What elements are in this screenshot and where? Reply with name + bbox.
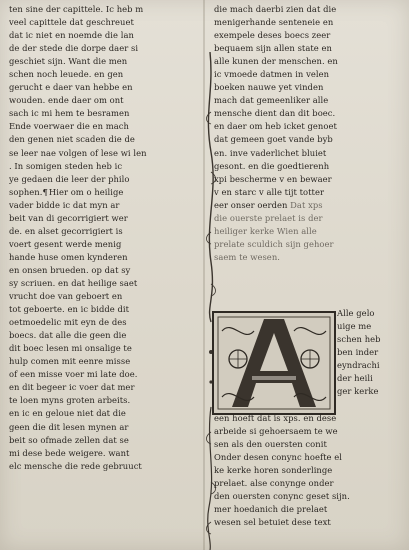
line-text: v en starc v alle tijt totter [214, 186, 324, 197]
text-line [9, 368, 193, 381]
line-text: boeken nauwe yet vinden [214, 82, 324, 93]
line-text: Ende voerwaer die en mach [9, 121, 129, 132]
line-text: de der stede die dorpe daer si [9, 43, 139, 54]
line-text: mer hoedanich die prelaet [214, 504, 328, 515]
text-line [9, 434, 193, 447]
text-line [9, 421, 193, 434]
text-line [214, 160, 404, 173]
line-text: mensche dient dan dit boec. [214, 108, 336, 119]
line-text: xpi bescherme v en bewaer [214, 173, 332, 184]
line-text: . In somigen steden heb ic [9, 160, 123, 171]
line-text: vrucht doe van geboert en [9, 291, 123, 302]
text-line [9, 303, 193, 316]
line-text: dit boec lesen mi onsalige te [9, 343, 132, 354]
text-line [9, 394, 193, 407]
line-text: dat ic niet en noemde die lan [9, 30, 134, 41]
text-line [214, 464, 404, 477]
line-text: en daer om heb icket genoet [214, 121, 337, 132]
line-text: Onder desen conync hoefte el [214, 452, 342, 463]
line-text: sach ic mi hem te besramen [9, 108, 130, 119]
line-text: tot geboerte. en ic bidde dit [9, 304, 130, 315]
line-text: prelaet. alse conynge onder [214, 478, 334, 489]
text-line [214, 238, 404, 251]
text-line [9, 94, 193, 107]
text-line [9, 81, 193, 94]
line-text: ke kerke horen sonderlinge [214, 465, 333, 476]
text-line [214, 425, 404, 438]
line-text: exempele deses boecs zeer [214, 30, 331, 41]
line-text: den ouersten conync geset sijn. [214, 491, 350, 502]
line-text: den genen niet scaden die de [9, 134, 135, 145]
line-text: prelate sculdich sijn gehoer [214, 238, 334, 249]
line-text: bequaem sijn allen state en [214, 43, 332, 54]
line-text: ye gedaen die leer der philo [9, 173, 130, 184]
text-line [9, 342, 193, 355]
line-text: veel capittele dat geschreuet [9, 17, 134, 28]
line-tail: Hier om o heilige [48, 186, 124, 197]
text-line [9, 264, 193, 277]
line-text: wesen sel betuiet dese text [214, 517, 331, 528]
text-line [9, 147, 193, 160]
text-line [214, 199, 404, 212]
line-text: een hoeft dat is xps. en dese [214, 413, 337, 423]
text-line [9, 381, 193, 394]
text-line [214, 412, 404, 425]
text-line [214, 133, 404, 146]
text-line [214, 29, 404, 42]
text-line [9, 290, 193, 303]
line-text: vader bidde ic dat myn ar [9, 199, 120, 210]
line-text: voert gesent werde menig [9, 238, 122, 249]
text-line [337, 333, 407, 346]
text-line [9, 238, 193, 251]
text-line [9, 186, 193, 199]
text-line [9, 355, 193, 368]
text-line [214, 55, 404, 68]
decorated-initial [212, 311, 336, 415]
text-line [9, 68, 193, 81]
text-line [337, 372, 407, 385]
text-line [214, 503, 404, 516]
line-text: te loen myns groten arbeits. [9, 395, 131, 406]
text-line [9, 225, 193, 238]
text-line [9, 29, 193, 42]
text-line [9, 42, 193, 55]
line-text: die mach daerbi zien dat die [214, 4, 337, 14]
text-line [337, 359, 407, 372]
text-line [337, 307, 407, 320]
text-line [214, 3, 404, 16]
line-text: ic vmoede datmen in velen [214, 69, 330, 80]
text-line [9, 16, 193, 29]
text-line [9, 251, 193, 264]
text-line [9, 407, 193, 420]
text-line [214, 451, 404, 464]
text-line [214, 212, 404, 225]
text-line [9, 199, 193, 212]
text-line [214, 120, 404, 133]
line-text: elc mensche die rede gebruuct [9, 460, 142, 471]
line-text: menigerhande senteneie en [214, 17, 334, 28]
line-text: ten sine der capittele. Ic heb m [9, 4, 144, 14]
line-text: wouden. ende daer om ont [9, 95, 124, 106]
line-text: geen die dit lesen mynen ar [9, 421, 129, 432]
text-line [9, 120, 193, 133]
line-text: ger kerke [337, 386, 379, 397]
line-text: heiliger kerke Wien alle [214, 225, 317, 236]
text-line [214, 186, 404, 199]
line-text: Alle gelo [337, 308, 375, 318]
line-text: geschiet sijn. Want die men [9, 56, 128, 67]
line-text: gesont. en die goedtierenh [214, 160, 330, 171]
line-text: uige me [337, 321, 372, 332]
text-line [337, 346, 407, 359]
text-line [214, 173, 404, 186]
line-text: eer onser oerden [214, 199, 288, 210]
line-text: en. inve vaderlichet bluiet [214, 147, 327, 158]
line-text: saem te wesen. [214, 251, 280, 262]
line-text: boecs. dat alle die geen die [9, 330, 127, 341]
text-line [9, 277, 193, 290]
text-line [214, 490, 404, 503]
line-text: schen noch leuede. en gen [9, 69, 124, 80]
pilcrow-mark: ¶ [42, 186, 48, 197]
line-text: of een misse voer mi late doe. [9, 369, 138, 380]
rubric-heading-start: Dat xps [287, 199, 323, 210]
line-text: sen als den ouersten conit [214, 439, 327, 450]
text-line [9, 447, 193, 460]
text-line [214, 81, 404, 94]
line-text: oetmoedelic mit eyn de des [9, 317, 127, 328]
text-beside-initial [337, 307, 407, 398]
line-text: ben inder [337, 347, 379, 358]
line-text: die ouerste prelaet is der [214, 212, 323, 223]
text-line [214, 147, 404, 160]
text-line [214, 438, 404, 451]
line-text: gerucht e daer van hebbe en [9, 82, 133, 93]
line-text: schen heb [337, 334, 381, 345]
text-line [214, 16, 404, 29]
line-text: alle kunen der menschen. en [214, 56, 338, 67]
text-line [9, 107, 193, 120]
text-line [214, 225, 404, 238]
line-text: eyndrachi [337, 360, 380, 371]
text-line [337, 320, 407, 333]
line-text: beit van di gecorrigiert wer [9, 212, 128, 223]
right-text-column-bottom [214, 412, 404, 529]
text-line [214, 68, 404, 81]
text-line [9, 316, 193, 329]
line-text: sophen. [9, 186, 43, 197]
line-text: hulp comen mit eenre misse [9, 356, 131, 367]
text-line [9, 460, 193, 473]
line-text: en onsen brueden. op dat sy [9, 264, 131, 275]
left-text-column [9, 3, 193, 473]
text-line [9, 55, 193, 68]
text-line [214, 94, 404, 107]
text-line [214, 516, 404, 529]
right-text-column-top [214, 3, 404, 264]
text-line [214, 42, 404, 55]
line-text: beit so ofmade zellen dat se [9, 434, 129, 445]
text-line [9, 160, 193, 173]
line-text: dat gemeen goet vande byb [214, 134, 333, 145]
text-line [9, 133, 193, 146]
text-line [337, 385, 407, 398]
line-text: mi dese bede weigere. want [9, 447, 130, 458]
text-line [9, 173, 193, 186]
line-text: der heili [337, 373, 373, 384]
text-line [214, 107, 404, 120]
text-line [214, 477, 404, 490]
text-line [9, 329, 193, 342]
line-text: en dit begeer ic voer dat mer [9, 382, 135, 393]
line-text: mach dat gemeenliker alle [214, 95, 329, 106]
text-line [9, 3, 193, 16]
line-text: de. en alset gecorrigiert is [9, 225, 123, 236]
text-line [9, 212, 193, 225]
line-text: arbeide si gehoersaem te we [214, 426, 338, 437]
line-text: sy scriuen. en dat heilige saet [9, 277, 138, 288]
text-line [214, 251, 404, 264]
line-text: en ic en geloue niet dat die [9, 408, 126, 419]
line-text: se leer nae volgen of lese wi len [9, 147, 147, 158]
line-text: hande huse omen kynderen [9, 251, 128, 262]
